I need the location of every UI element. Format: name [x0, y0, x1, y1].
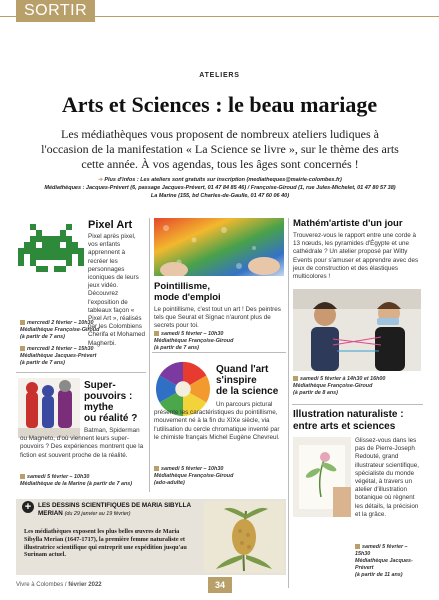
exhibition-text: Les médiathèques exposent les plus belles œuvres de Maria Sibylla Merian (1647-1717), la première femme naturaliste et illustratrice scientifique qui entreprit une expédition jusqu'au Surinam actuel.	[24, 528, 187, 559]
illustration-age: (à partir de 11 ans)	[355, 572, 403, 578]
quand-art-age: (ado-adulte)	[154, 480, 185, 486]
superpouvoirs-title-l1: Super-	[84, 380, 116, 391]
pointillisme-info	[154, 331, 284, 352]
illustration-date: samedi 5 février – 15h30	[355, 544, 408, 557]
mathem-body: Trouverez-vous le rapport entre une corde à 13 nœuds, les pyramides d'Égypte et une cathédrale ? Un atelier proposé par Witty Events pour s'amuser et apprendre avec des jeux de construction et des élastiques multicolores !	[293, 232, 419, 281]
superpouvoirs-date: samedi 5 février – 10h30	[27, 474, 90, 480]
quand-art-info	[154, 466, 284, 487]
illustration-title	[293, 409, 404, 432]
mathem-age: (à partir de 8 ans)	[293, 390, 338, 396]
quand-art-title-l2: s'inspire	[216, 375, 257, 386]
pointillisme-age: (à partir de 7 ans)	[154, 345, 199, 351]
quand-art-title-l1: Quand l'art	[216, 364, 269, 375]
marker-icon	[20, 346, 25, 351]
pointillism-painting-photo	[154, 218, 284, 276]
pixel-art-venue-2: Médiathèque Jacques-Prévert	[20, 353, 97, 359]
mathem-venue: Médiathèque Françoise-Giroud	[293, 383, 373, 389]
quand-art-body: Un parcours pictural présente les caractéristiques du pointillisme, mouvement né à la fin du XIXe siècle, via l'utilisation du cercle chromatique inventé par le chimiste français Michel Eugène Chevreul.	[154, 401, 280, 441]
row-divider	[292, 404, 423, 405]
illustration-info	[355, 544, 423, 579]
infos-block	[30, 176, 410, 200]
lede: Les médiathèques vous proposent de nombreux ateliers ludiques à l'occasion de la manifestation « La Science se livre », sur le thème des arts cette année. À vos agendas, tous les âges sont concernés !	[41, 127, 399, 171]
quand-art-date: samedi 5 février – 10h30	[161, 466, 224, 472]
superpouvoirs-title-l3: mythe	[84, 402, 114, 413]
illustration-title-l2: entre arts et sciences	[293, 420, 396, 432]
row-divider	[16, 372, 146, 373]
magazine-name: Vivre à Colombes	[16, 582, 64, 588]
illustration-body: Glissez-vous dans les pas de Pierre-Joseph Redouté, grand illustrateur scientifique, spécialiste du monde végétal, à travers un atelier d'illustration botanique où règnent les détails, la précision et la grâce.	[355, 437, 420, 518]
issue-date: février 2022	[68, 582, 102, 588]
pixel-art-info-2	[20, 346, 145, 367]
section-header	[0, 0, 439, 22]
mathem-title: Mathém'artiste d'un jour	[293, 218, 403, 229]
pointillisme-date: samedi 5 février – 10h30	[161, 331, 224, 337]
infos-line2: Médiathèques : Jacques-Prévert (6, passage Jacques-Prévert, 01 47 84 85 46) / Françoise-Giroud (1, rue Jules-Michelet, 01 47 80 57 38)	[44, 185, 396, 191]
quand-art-title	[216, 364, 278, 397]
mathem-date: samedi 5 février à 14h30 et 16h00	[300, 376, 386, 382]
pixel-art-age-2: (à partir de 7 ans)	[20, 360, 65, 366]
superpouvoirs-title-l4: ou réalité ?	[84, 413, 138, 424]
superpouvoirs-info	[20, 474, 145, 488]
page-number: 34	[208, 577, 232, 593]
row-divider	[152, 352, 286, 353]
pixel-art-date-2: mercredi 2 février – 15h30	[27, 346, 94, 352]
exhibition-dates: (du 29 janvier au 19 février)	[64, 511, 131, 517]
illustration-title-l1: Illustration naturaliste :	[293, 409, 404, 420]
arrow-icon: ➔	[98, 177, 103, 183]
marker-icon	[20, 474, 25, 479]
page-title: Arts et Sciences : le beau mariage	[61, 92, 378, 117]
pixel-art-body: Pixel après pixel, vos enfants apprennent à recréer les personnages iconiques de leurs jeux vidéo. Découvrez l'exposition de tableaux façon « Pixel Art », réalisés par les Colombiens Cherifa et Mohamed Magherbi.	[88, 233, 146, 347]
children-workshop-photo	[293, 289, 421, 371]
pixel-art-age-1: (à partir de 7 ans)	[20, 334, 65, 340]
marker-icon	[355, 544, 360, 549]
pointillisme-title	[154, 281, 221, 303]
pointillisme-body: Le pointillisme, c'est tout un art ! Des peintres tels que Seurat et Signac n'auront plus de secrets pour toi.	[154, 306, 281, 330]
section-tab: SORTIR	[16, 0, 95, 22]
marker-icon	[154, 466, 159, 471]
superpouvoirs-title	[84, 380, 137, 424]
quand-art-venue: Médiathèque Françoise-Giroud	[154, 473, 234, 479]
infos-line3: La Marine (155, bd Charles-de-Gaulle, 01 47 60 06 40)	[150, 193, 290, 199]
illustration-venue: Médiathèque Jacques-Prévert	[355, 558, 413, 571]
pixel-art-title: Pixel Art	[88, 219, 133, 231]
pixel-art-info-1	[20, 320, 145, 341]
column-divider	[288, 218, 289, 588]
superpouvoirs-body: Batman, Spiderman ou Magneto, d'où viennent leurs super-pouvoirs ? Des expériences montrent que la fiction est souvent proche de la réalité.	[20, 427, 144, 459]
pixel-art-date-1: mercredi 2 février – 10h30	[27, 320, 94, 326]
space-invader-image	[18, 218, 84, 278]
pointillisme-venue: Médiathèque Françoise-Giroud	[154, 338, 234, 344]
column-divider	[149, 218, 150, 492]
botanical-drawing-photo	[293, 437, 351, 517]
pixel-art-body-intro	[88, 233, 146, 347]
plus-icon: +	[22, 501, 34, 513]
superpouvoirs-venue: Médiathèque de la Marine (à partir de 7 ans)	[20, 481, 133, 487]
marker-icon	[20, 320, 25, 325]
mathem-info	[293, 376, 423, 397]
infos-line1: Plus d'infos : Les ateliers sont gratuits sur inscription (mediatheques@mairie-colombes.fr)	[104, 177, 342, 183]
footer-magazine: Vivre à Colombes / février 2022	[16, 582, 102, 588]
pointillisme-title-l1: Pointillisme,	[154, 281, 210, 292]
merian-illustration-image	[204, 501, 284, 573]
pixel-art-venue-1: Médiathèque Françoise-Giroud	[20, 327, 100, 333]
exhibition-title	[38, 502, 198, 518]
marker-icon	[293, 376, 298, 381]
exhibition-title-text: LES DESSINS SCIENTIFIQUES DE MARIA SIBYLLA MERIAN	[38, 502, 191, 517]
marker-icon	[154, 331, 159, 336]
superpouvoirs-title-l2: pouvoirs :	[84, 391, 133, 402]
quand-art-title-l3: de la science	[216, 386, 279, 397]
pointillisme-title-l2: mode d'emploi	[154, 292, 221, 303]
kicker: ATELIERS	[199, 72, 240, 79]
